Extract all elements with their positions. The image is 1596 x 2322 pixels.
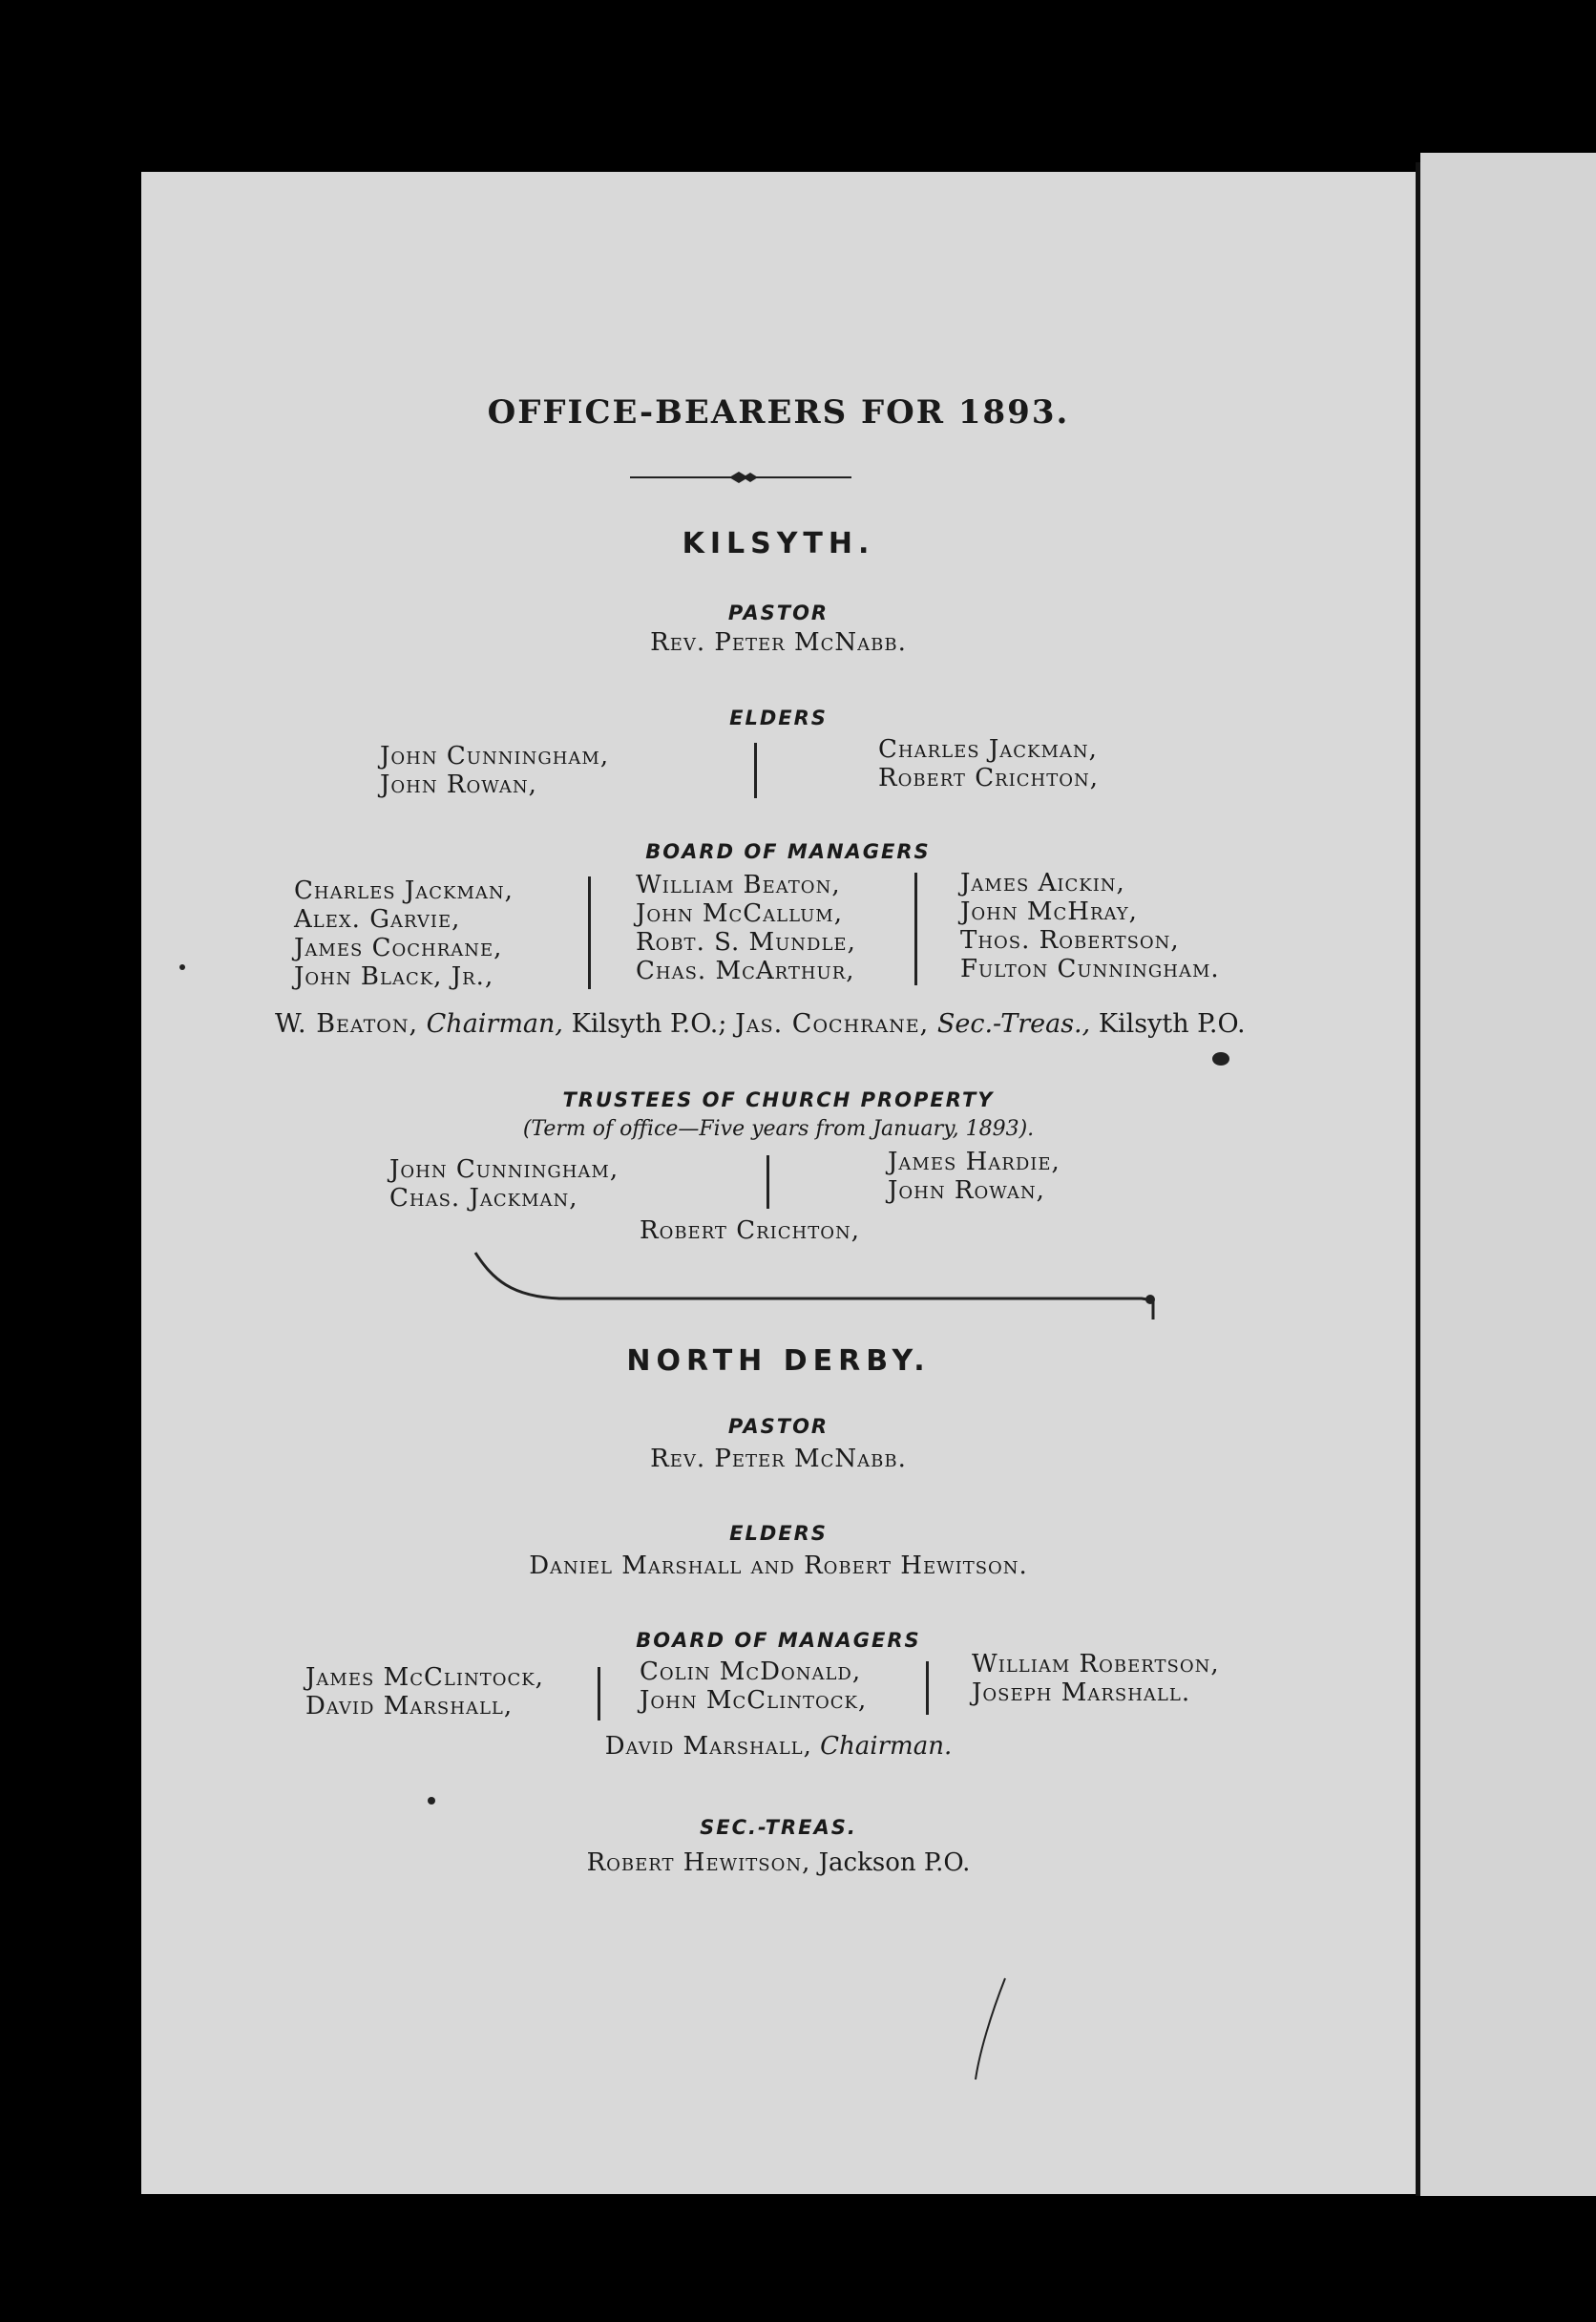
manager-name: Alex. Garvie, — [294, 905, 461, 934]
north-derby-managers-col3 — [972, 1650, 1220, 1707]
manager-name: Joseph Marshall. — [972, 1678, 1191, 1707]
manager-name: James McClintock, — [305, 1663, 544, 1692]
trustees-right — [888, 1148, 1060, 1205]
north-derby-elders-label: ELDERS — [729, 1522, 828, 1545]
stray-pen-mark — [972, 1976, 1010, 2081]
manager-name: James Aickin, — [960, 869, 1125, 897]
manager-name: William Beaton, — [636, 871, 841, 899]
column-divider — [598, 1667, 600, 1720]
sec-treas-label: SEC.-TREAS. — [700, 1816, 857, 1839]
kilsyth-managers-col2 — [636, 871, 856, 985]
north-derby-pastor-label: PASTOR — [727, 1415, 830, 1438]
manager-name: John McClintock, — [640, 1686, 868, 1715]
kilsyth-elders-label: ELDERS — [729, 707, 828, 729]
trustee-name: James Hardie, — [888, 1148, 1060, 1176]
manager-name: John McCallum, — [636, 899, 843, 928]
kilsyth-officers-line — [275, 1010, 1246, 1039]
north-derby-pastor-name: Rev. Peter McNabb. — [650, 1445, 907, 1473]
kilsyth-pastor-name: Rev. Peter McNabb. — [650, 628, 907, 657]
column-divider — [914, 873, 917, 985]
trustee-name: John Cunningham, — [389, 1155, 620, 1184]
section-heading-kilsyth: KILSYTH. — [682, 527, 875, 560]
chairman-role: Chairman. — [820, 1732, 953, 1761]
kilsyth-pastor-label: PASTOR — [727, 602, 830, 624]
manager-name: Fulton Cunningham. — [960, 955, 1220, 983]
trustee-name: John Rowan, — [888, 1176, 1045, 1205]
manager-name: Chas. McArthur, — [636, 957, 855, 985]
chairman-name: W. Beaton, — [275, 1009, 419, 1039]
adjacent-page-edge — [1420, 153, 1596, 2196]
secretary-post-office: Jackson P.O. — [818, 1848, 971, 1877]
section-bracket-divider — [473, 1251, 1155, 1319]
north-derby-managers-label: BOARD OF MANAGERS — [636, 1629, 921, 1652]
trustee-name: Chas. Jackman, — [389, 1184, 578, 1213]
manager-name: William Robertson, — [972, 1650, 1220, 1678]
manager-name: Charles Jackman, — [294, 876, 514, 905]
ink-speck — [179, 964, 185, 970]
manager-name: Colin McDonald, — [640, 1657, 862, 1686]
north-derby-chairman-line — [141, 1732, 1416, 1761]
sec-treas-line — [141, 1848, 1416, 1877]
title-ornament-rule — [630, 468, 851, 487]
north-derby-managers-col1 — [305, 1663, 544, 1720]
ink-speck — [1145, 1295, 1155, 1304]
trustee-bottom: Robert Crichton, — [640, 1216, 861, 1245]
trustees-left — [389, 1155, 619, 1213]
kilsyth-managers-label: BOARD OF MANAGERS — [645, 840, 931, 863]
column-divider — [926, 1661, 929, 1715]
kilsyth-managers-col1 — [294, 876, 514, 991]
manager-name: Robt. S. Mundle, — [636, 928, 856, 957]
north-derby-elders: Daniel Marshall and Robert Hewitson. — [529, 1552, 1028, 1580]
manager-name: Thos. Robertson, — [960, 926, 1180, 955]
manager-name: James Cochrane, — [294, 934, 503, 962]
manager-name: John Black, Jr., — [294, 962, 494, 991]
manager-name: David Marshall, — [305, 1692, 514, 1720]
secretary-post-office: Kilsyth P.O. — [1098, 1009, 1246, 1039]
kilsyth-elders-left — [380, 742, 609, 799]
column-divider — [766, 1155, 769, 1209]
kilsyth-elders-right — [878, 735, 1099, 792]
document-page — [141, 172, 1416, 2194]
elder-name: John Cunningham, — [380, 742, 610, 770]
page-title: OFFICE-BEARERS FOR 1893. — [487, 393, 1070, 432]
north-derby-managers-col2 — [640, 1657, 867, 1715]
ink-blot — [1212, 1052, 1229, 1066]
chairman-role: Chairman, — [426, 1009, 563, 1039]
elder-name: John Rowan, — [380, 770, 537, 799]
column-divider — [754, 743, 757, 798]
page-fold-shadow — [1416, 162, 1420, 2196]
elder-name: Robert Crichton, — [878, 764, 1100, 792]
secretary-role: Sec.-Treas., — [936, 1009, 1091, 1039]
secretary-name: Robert Hewitson, — [586, 1848, 811, 1877]
chairman-name: David Marshall, — [604, 1732, 812, 1761]
chairman-post-office: Kilsyth P.O.; — [571, 1009, 727, 1039]
trustees-term: (Term of office—Five years from January, 1893). — [522, 1117, 1035, 1141]
kilsyth-managers-col3 — [960, 869, 1220, 983]
elder-name: Charles Jackman, — [878, 735, 1098, 764]
manager-name: John McHray, — [960, 897, 1138, 926]
section-heading-north-derby: NORTH DERBY. — [626, 1344, 931, 1378]
column-divider — [588, 876, 591, 989]
secretary-name: Jas. Cochrane, — [735, 1009, 930, 1039]
ink-speck — [428, 1797, 435, 1805]
trustees-label: TRUSTEES OF CHURCH PROPERTY — [562, 1088, 995, 1111]
